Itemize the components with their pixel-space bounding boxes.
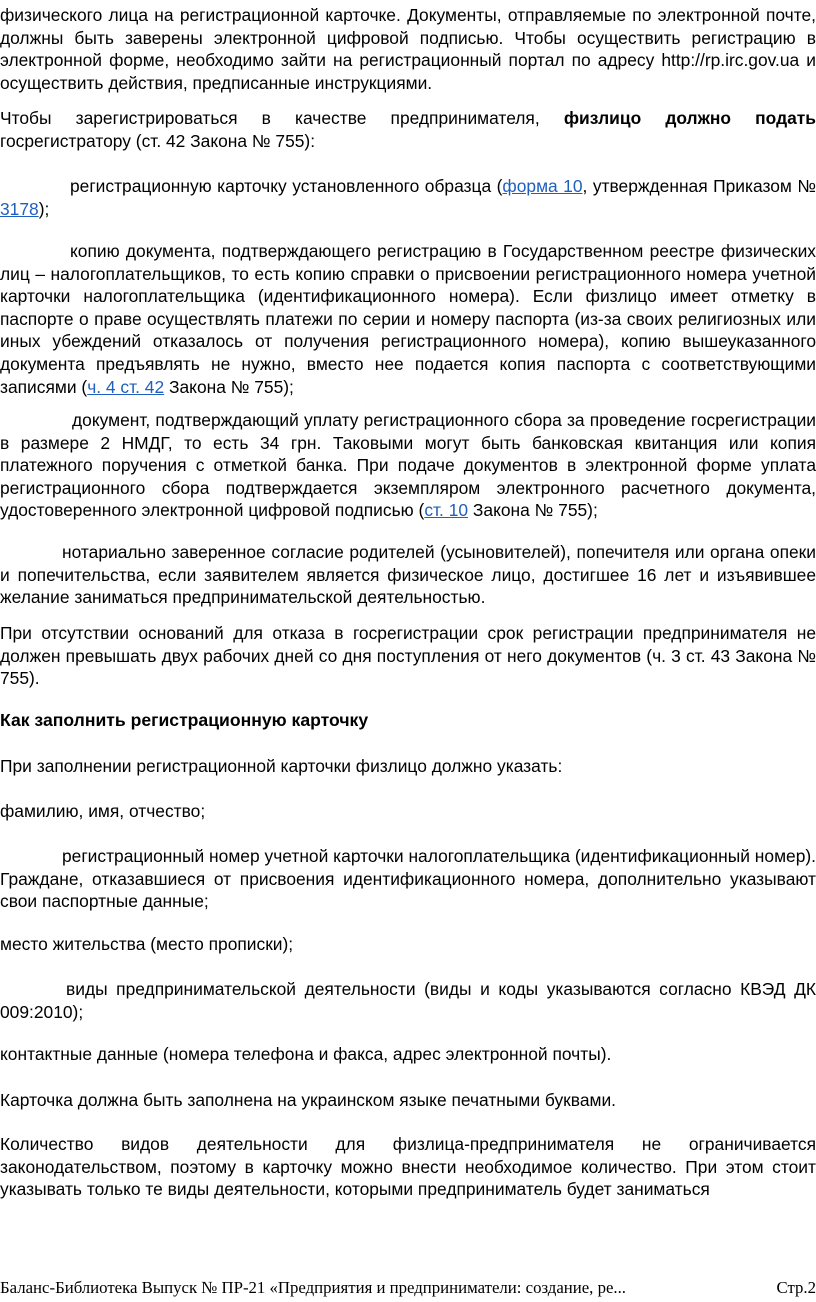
- list-item-registration-card: регистрационную карточку установленного образца (форма 10, утвержденная Приказом № 3178);: [0, 176, 816, 219]
- list-item-fee-payment: документ, подтверждающий уплату регистрационного сбора за проведение госрегистрации в размере 2 НМДГ, то есть 34 грн. Таковыми могут быть банковская квитанция или копия платежного поручения с отметкой банка. При подаче документов в электронной форме уплата регистрационного сбора подтверждается экземпляром электронного расчетного документа, удостоверенного электронной цифровой подписью (ст. 10 Закона № 755);: [0, 410, 816, 521]
- page-footer: [0, 1278, 816, 1298]
- paragraph-card-fields-intro: При заполнении регистрационной карточки физлицо должно указать:: [0, 756, 563, 776]
- list-item-activity-types: виды предпринимательской деятельности (виды и коды указываются согласно КВЭД ДК 009:2010);: [0, 979, 816, 1022]
- footer-title: Баланс-Библиотека Выпуск № ПР-21 «Предприятия и предприниматели: создание, ре...: [0, 1278, 626, 1297]
- list-item-parental-consent: нотариально заверенное согласие родителей (усыновителей), попечителя или органа опеки и попечительства, если заявителем является физическое лицо, достигшее 16 лет и изъявившее желание заниматься предпринимательской деятельностью.: [0, 542, 816, 608]
- link-art-10[interactable]: ст. 10: [424, 500, 469, 521]
- list-item-tax-number: регистрационный номер учетной карточки налогоплательщика (идентификационный номер). Граждане, отказавшиеся от присвоения идентификационного номера, дополнительно указывают свои паспортные данные;: [0, 846, 816, 912]
- link-form-10[interactable]: форма 10: [502, 176, 583, 196]
- link-order-3178[interactable]: 3178: [0, 198, 39, 219]
- list-item-contacts: контактные данные (номера телефона и факса, адрес электронной почты).: [0, 1044, 612, 1064]
- list-item-tax-id-copy: копию документа, подтверждающего регистрацию в Государственном реестре физических лиц – налогоплательщиков, то есть копию справки о присвоении регистрационного номера учетной карточки налогоплательщика (идентификационного номера). Если физлицо имеет отметку в паспорте о праве осуществлять платежи по серии и номеру паспорта (из-за своих религиозных или иных убеждений отказалось от получения регистрационного номера), копию вышеуказанного документа предъявлять не нужно, вместо нее подается копия паспорта с соответствующими записями (ч. 4 ст. 42 Закона № 755);: [0, 241, 816, 397]
- paragraph-text: физического лица на регистрационной карточке. Документы, отправляемые по электронной почте, должны быть заверены электронной цифровой подписью. Чтобы осуществить регистрацию в электронной форме, необходимо зайти на регистрационный портал по адресу http://rp.irc.gov.ua и осуществить действия, предписанные инструкциями.: [0, 5, 816, 93]
- list-item-residence: место жительства (место прописки);: [0, 934, 294, 954]
- paragraph-activities-count: Количество видов деятельности для физлица-предпринимателя не ограничивается законодательством, поэтому в карточку можно внести необходимое количество. При этом стоит указывать только те виды деятельности, которыми предприниматель будет заниматься: [0, 1134, 816, 1200]
- paragraph-electronic-registration: [0, 4, 816, 94]
- section-heading: Как заполнить регистрационную карточку: [0, 710, 369, 730]
- bold-phrase: физлицо должно подать: [563, 108, 816, 128]
- link-part-4-art-42[interactable]: ч. 4 ст. 42: [87, 376, 165, 397]
- list-item-full-name: фамилию, имя, отчество;: [0, 801, 206, 821]
- paragraph-registration-term: При отсутствии оснований для отказа в госрегистрации срок регистрации предпринимателя не должен превышать двух рабочих дней со дня поступления от него документов (ч. 3 ст. 43 Закона № 755).: [0, 623, 816, 689]
- paragraph-requirements-intro: Чтобы зарегистрироваться в качестве предпринимателя, физлицо должно подать госрегистратору (ст. 42 Закона № 755):: [0, 108, 816, 151]
- paragraph-language-note: Карточка должна быть заполнена на украинском языке печатными буквами.: [0, 1090, 616, 1110]
- page-number: Стр.2: [776, 1278, 816, 1297]
